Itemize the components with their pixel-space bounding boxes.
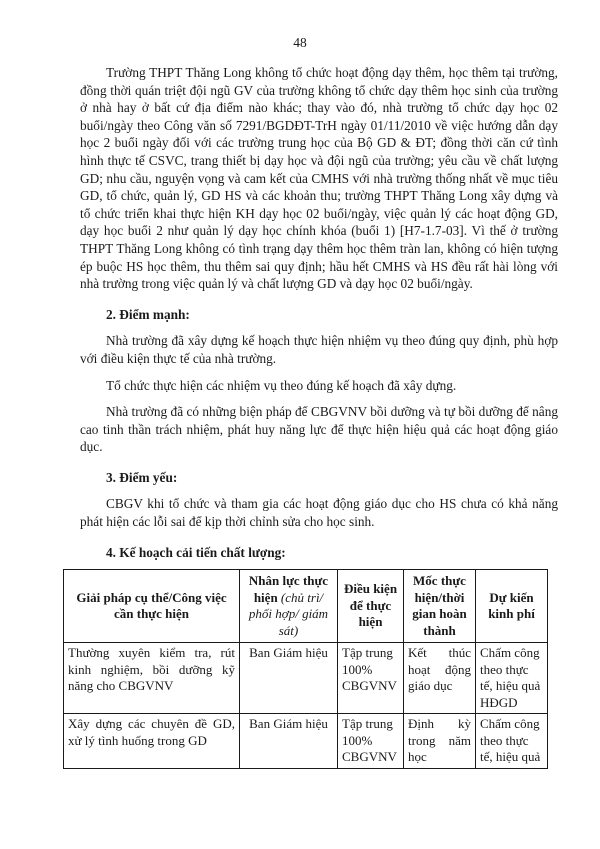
strength-paragraph-1: Nhà trường đã xây dựng kế hoạch thực hiện nhiệm vụ theo đúng quy định, phù hợp với điều kiện thực tế của nhà trường.: [80, 333, 558, 366]
row-solution: Thường xuyên kiểm tra, rút kinh nghiệm, bồi dưỡng kỹ năng cho CBGVNV: [64, 643, 240, 714]
header-budget: Dự kiến kinh phí: [476, 570, 548, 643]
strength-paragraph-3: Nhà trường đã có những biện pháp để CBGVNV bồi dưỡng và tự bồi dưỡng để nâng cao tinh thần trách nhiệm, phát huy năng lực để thực hiện hiệu quả các hoạt động giáo dục.: [80, 404, 558, 455]
header-conditions: Điều kiện để thực hiện: [338, 570, 404, 643]
header-staff: [240, 570, 338, 643]
header-deadline: Mốc thực hiện/thời gian hoàn thành: [404, 570, 476, 643]
row-conditions: Tập trung 100% CBGVNV: [338, 643, 404, 714]
row-solution: Xây dựng các chuyên đề GD, xử lý tình huống trong GD: [64, 714, 240, 769]
row-staff: Ban Giám hiệu: [240, 714, 338, 769]
weakness-paragraph: CBGV khi tổ chức và tham gia các hoạt động giáo dục cho HS chưa có khả năng phát hiện các lỗi sai để kịp thời chỉnh sửa cho học sinh.: [80, 496, 558, 530]
table-row: [64, 643, 548, 714]
header-staff-note: (chủ trì/ phối hợp/ giám sát): [248, 589, 329, 638]
weaknesses-heading: 3. Điểm yếu:: [106, 469, 178, 485]
row-budget: Chấm công theo thực tế, hiệu quả HĐGD: [476, 643, 548, 714]
row-deadline: Kết thúc hoạt động giáo dục: [404, 643, 476, 714]
row-conditions: Tập trung 100% CBGVNV: [338, 714, 404, 769]
table-row: [64, 714, 548, 769]
document-body: [80, 64, 558, 561]
row-staff: Ban Giám hiệu: [240, 643, 338, 714]
header-solution: Giải pháp cụ thể/Công việc cần thực hiện: [64, 570, 240, 643]
strengths-heading: 2. Điểm mạnh:: [106, 306, 190, 322]
header-staff-label: Nhân lực thực hiện: [248, 573, 329, 605]
page-number: 48: [293, 35, 307, 50]
row-deadline: Định kỳ trong năm học: [404, 714, 476, 769]
improvement-plan-table: [63, 569, 548, 769]
strength-paragraph-2: Tổ chức thực hiện các nhiệm vụ theo đúng kế hoạch đã xây dựng.: [106, 377, 457, 393]
table-header-row: [64, 570, 548, 643]
plan-heading: 4. Kế hoạch cải tiến chất lượng:: [106, 544, 286, 560]
row-budget: Chấm công theo thực tế, hiệu quả: [476, 714, 548, 769]
intro-paragraph: Trường THPT Thăng Long không tổ chức hoạt động dạy thêm, học thêm tại trường, đồng thời quán triệt đội ngũ GV của trường không tổ chức dạy thêm học sinh của trường ở nhà hay ở bất cứ địa điểm nào khác; thay vào đó, nhà trường tổ chức dạy học 02 buổi/ngày theo Công văn số 7291/BGDĐT-TrH ngày 01/11/2010 về việc hướng dẫn dạy học 2 buổi ngày đối với các trường trung học của Bộ GD & ĐT; đồng thời căn cứ tình hình thực tế CSVC, trang thiết bị dạy học và đội ngũ của trường; yêu cầu về chất lượng GD; nhu cầu, nguyện vọng và cam kết của CMHS với nhà trường thống nhất về mục tiêu GD, tổ chức, quản lý, GD HS và các khoản thu; trường THPT Thăng Long xây dựng và tổ chức triển khai thực hiện KH dạy học 02 buổi/ngày, việc quản lý các hoạt động GD, dạy học buổi 2 như quản lý dạy học chính khóa (buổi 1) [H7-1.7-03]. Vì thế ở trường THPT Thăng Long không có tình trạng dạy thêm học thêm tràn lan, không có hiện tượng ép buộc HS học thêm, thu thêm sai quy định; hầu hết CMHS và HS đều rất hài lòng với nhà trường trong việc quản lý và chất lượng GD và dạy học 02 buổi/ngày.: [80, 65, 558, 292]
